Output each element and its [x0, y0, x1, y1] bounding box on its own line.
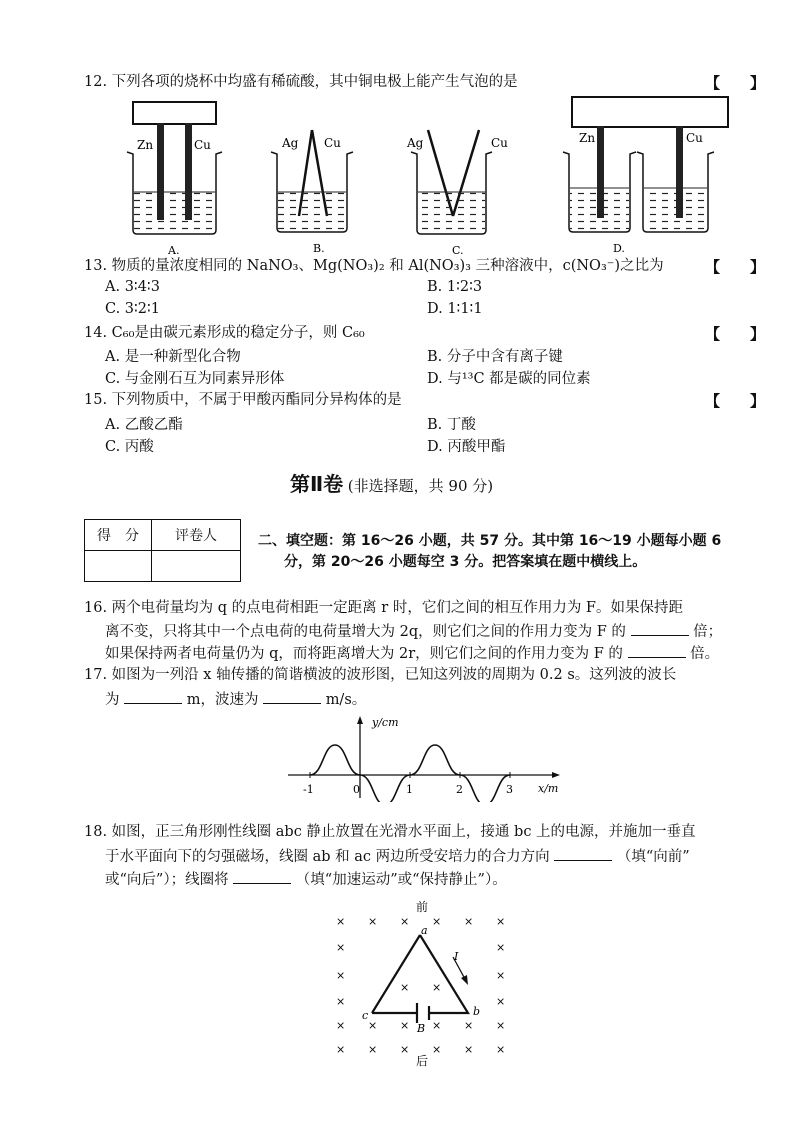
- beaker-a-right-electrode: Cu: [194, 138, 211, 152]
- q18-current-label: I: [454, 950, 459, 963]
- beaker-c-label: C.: [452, 244, 464, 257]
- q17-line-2: [105, 689, 366, 711]
- field-cross-mark: ×: [464, 915, 474, 928]
- q18-line-3-end: （填“加速运动”或“保持静止”）。: [295, 872, 507, 888]
- q12-answer-bracket[interactable]: 【 】: [705, 74, 766, 92]
- q17-line-2-end: m/s。: [325, 692, 367, 708]
- q17-y-axis-label: y/cm: [372, 716, 399, 729]
- field-cross-mark: ×: [336, 1019, 346, 1032]
- q18-battery-label: B: [417, 1022, 426, 1035]
- field-cross-mark: ×: [368, 1019, 378, 1032]
- q15-option-a[interactable]: A. 乙酸乙酯: [105, 417, 183, 433]
- q16-line-2-end: 倍；: [693, 624, 723, 640]
- field-cross-mark: ×: [432, 915, 442, 928]
- q16-line-3-end: 倍。: [690, 646, 720, 662]
- beaker-b-right-electrode: Cu: [324, 136, 341, 150]
- beaker-a-label: A.: [168, 244, 180, 257]
- q17-tick-1: 1: [406, 783, 413, 796]
- q16-line-1: 16. 两个电荷量均为 q 的点电荷相距一定距离 r 时，它们之间的相互作用力为 F。如果保持距: [84, 600, 683, 616]
- field-cross-mark: ×: [400, 1043, 410, 1056]
- field-cross-mark: ×: [464, 1043, 474, 1056]
- q17-line-2-start: 为: [105, 692, 120, 708]
- q18-vertex-b: b: [473, 1005, 481, 1018]
- field-cross-mark: ×: [336, 915, 346, 928]
- q17-wave-graph: [280, 712, 570, 802]
- beaker-b: [271, 130, 353, 255]
- q13-option-b[interactable]: B. 1∶2∶3: [427, 279, 483, 295]
- field-cross-mark: ×: [496, 1043, 506, 1056]
- section-2-instruction-1: 二、填空题：第 16～26 小题，共 57 分。其中第 16～19 小题每小题 6: [258, 533, 722, 549]
- q15-option-c[interactable]: C. 丙酸: [105, 439, 154, 455]
- field-cross-mark: ×: [496, 1019, 506, 1032]
- q13-option-d[interactable]: D. 1∶1∶1: [427, 301, 483, 317]
- beaker-c-left-electrode: Ag: [407, 136, 424, 150]
- q17-blank-speed[interactable]: [263, 689, 321, 704]
- q18-line-1: 18. 如图，正三角形刚性线圈 abc 静止放置在光滑水平面上，接通 bc 上的电源，并施加一垂直: [84, 824, 696, 840]
- field-cross-mark: ×: [400, 981, 410, 994]
- q18-line-2-text: 于水平面向下的匀强磁场，线圈 ab 和 ac 两边所受安培力的合力方向: [105, 849, 550, 865]
- field-cross-mark: ×: [336, 995, 346, 1008]
- q17-x-axis-label: x/m: [538, 782, 559, 795]
- beaker-d-label: D.: [613, 242, 625, 255]
- field-cross-mark: ×: [368, 915, 378, 928]
- q16-blank-1[interactable]: [631, 621, 689, 636]
- q16-blank-2[interactable]: [628, 643, 686, 658]
- q18-vertex-c: c: [362, 1009, 369, 1022]
- beaker-d: [563, 97, 728, 255]
- field-cross-mark: ×: [432, 1019, 442, 1032]
- beaker-a: [127, 102, 222, 257]
- q12-text: 12. 下列各项的烧杯中均盛有稀硫酸，其中铜电极上能产生气泡的是: [84, 74, 518, 90]
- field-cross-mark: ×: [496, 941, 506, 954]
- section-2-subtitle: (非选择题，共 90 分): [347, 477, 494, 495]
- q16-line-2: [105, 621, 722, 643]
- beaker-b-label: B.: [313, 242, 325, 255]
- q16-line-3: [105, 643, 719, 665]
- q18-line-3-text: 或“向后”）；线圈将: [105, 872, 229, 888]
- field-cross-mark: ×: [336, 941, 346, 954]
- q17-blank-wavelength[interactable]: [124, 689, 182, 704]
- q17-line-1: 17. 如图为一列沿 x 轴传播的简谐横波的波形图，已知这列波的周期为 0.2 s。这列波的波长: [84, 667, 677, 683]
- q15-answer-bracket[interactable]: 【 】: [705, 392, 766, 410]
- q17-tick-2: 2: [456, 783, 463, 796]
- q17-tick-0: 0: [353, 783, 360, 796]
- beaker-a-left-electrode: Zn: [137, 138, 154, 152]
- beaker-b-left-electrode: Ag: [282, 136, 299, 150]
- q18-line-3: [105, 869, 507, 891]
- field-cross-mark: ×: [400, 915, 410, 928]
- q16-line-3-text: 如果保持两者电荷量仍为 q，而将距离增大为 2r，则它们之间的作用力变为 F 的: [105, 646, 623, 662]
- field-cross-mark: ×: [336, 1043, 346, 1056]
- field-cross-mark: ×: [432, 981, 442, 994]
- q18-vertex-a: a: [421, 924, 428, 937]
- q16-line-2-text: 离不变，只将其中一个点电荷的电荷量增大为 2q，则它们之间的作用力变为 F 的: [105, 624, 626, 640]
- q14-option-b[interactable]: B. 分子中含有离子键: [427, 349, 563, 365]
- q15-text: 15. 下列物质中，不属于甲酸丙酯同分异构体的是: [84, 392, 402, 408]
- section-2-instruction-2: 分，第 20～26 小题每空 3 分。把答案填在题中横线上。: [284, 554, 647, 570]
- beaker-d-right-electrode: Cu: [686, 131, 703, 145]
- q14-option-c[interactable]: C. 与金刚石互为同素异形体: [105, 371, 285, 387]
- q18-line-2: [105, 846, 690, 868]
- q17-tick-minus1: -1: [303, 783, 314, 796]
- q13-answer-bracket[interactable]: 【 】: [705, 258, 766, 276]
- q18-triangle-coil: [372, 935, 468, 1013]
- section-2-heading: [290, 468, 493, 497]
- score-table: [84, 519, 241, 582]
- q14-option-a[interactable]: A. 是一种新型化合物: [105, 349, 241, 365]
- field-cross-mark: ×: [496, 915, 506, 928]
- q14-text: 14. C₆₀是由碳元素形成的稳定分子，则 C₆₀: [84, 325, 365, 341]
- q15-option-d[interactable]: D. 丙酸甲酯: [427, 439, 506, 455]
- field-cross-mark: ×: [496, 995, 506, 1008]
- q18-back-label: 后: [416, 1054, 429, 1068]
- q13-option-c[interactable]: C. 3∶2∶1: [105, 301, 161, 317]
- field-cross-mark: ×: [464, 1019, 474, 1032]
- q15-option-b[interactable]: B. 丁酸: [427, 417, 476, 433]
- q14-answer-bracket[interactable]: 【 】: [705, 325, 766, 343]
- q18-blank-motion[interactable]: [233, 869, 291, 884]
- field-cross-mark: ×: [336, 969, 346, 982]
- field-cross-mark: ×: [400, 1019, 410, 1032]
- q17-line-2-mid: m，波速为: [186, 692, 259, 708]
- q14-option-d[interactable]: D. 与¹³C 都是碳的同位素: [427, 371, 591, 387]
- section-2-title: 第Ⅱ卷: [290, 472, 344, 496]
- beaker-d-left-electrode: Zn: [579, 131, 596, 145]
- grader-label: 评卷人: [152, 520, 241, 551]
- q12-beaker-figures: [0, 92, 800, 262]
- q13-option-a[interactable]: A. 3∶4∶3: [105, 279, 160, 295]
- grader-cell[interactable]: [152, 551, 241, 582]
- field-cross-mark: ×: [496, 969, 506, 982]
- q13-text: 13. 物质的量浓度相同的 NaNO₃、Mg(NO₃)₂ 和 Al(NO₃)₃ 三种溶液中，c(NO₃⁻)之比为: [84, 258, 664, 274]
- beaker-c-right-electrode: Cu: [491, 136, 508, 150]
- q18-line-2-end: （填“向前”: [616, 849, 690, 865]
- field-cross-mark: ×: [368, 1043, 378, 1056]
- score-cell[interactable]: [85, 551, 152, 582]
- beaker-c: [406, 130, 508, 257]
- q17-tick-3: 3: [506, 783, 513, 796]
- score-label: 得 分: [85, 520, 152, 551]
- q18-front-label: 前: [416, 900, 429, 914]
- q18-blank-direction[interactable]: [554, 846, 612, 861]
- field-cross-mark: ×: [432, 1043, 442, 1056]
- q18-coil-figure: [320, 895, 530, 1070]
